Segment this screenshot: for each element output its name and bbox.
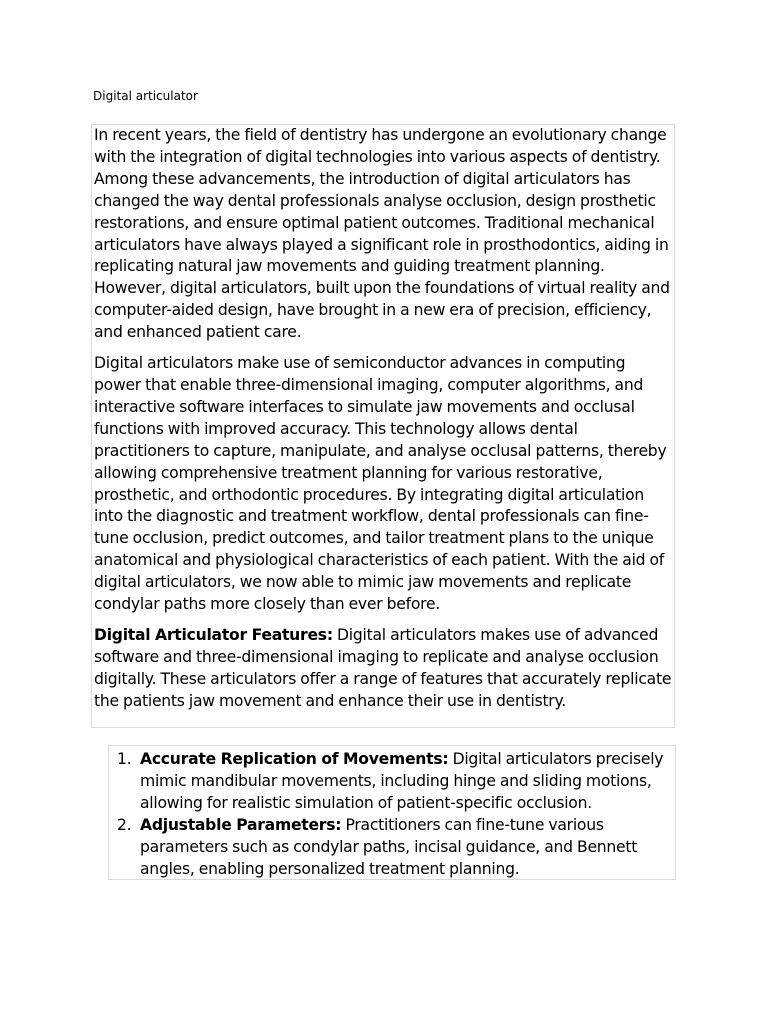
features-list [109, 746, 675, 880]
intro-paragraph: Digital articulators make use of semiconductor advances in computing power that enable three-dimensional imaging, computer algorithms, and interactive software interfaces to simulate jaw movements and occlusal functions with improved accuracy. This technology allows dental practitioners to capture, manipulate, and analyse occlusal patterns, thereby allowing comprehensive treatment planning for various restorative, prosthetic, and orthodontic procedures. By integrating digital articulation into the diagnostic and treatment workflow, dental professionals can fine-tune occlusion, predict outcomes, and tailor treatment plans to the unique anatomical and physiological characteristics of each patient. With the aid of digital articulators, we now able to mimic jaw movements and replicate condylar paths more closely than ever before. [94, 354, 667, 614]
intro-text-box [91, 124, 675, 728]
list-item [109, 746, 675, 815]
list-item-text: Practitioners can fine-tune various parameters such as condylar paths, incisal guidance, and Bennett angles, enabling personalized treatment planning. [140, 815, 638, 878]
features-list-box [108, 745, 676, 880]
list-item [109, 815, 675, 881]
list-item-heading: Accurate Replication of Movements: [140, 750, 449, 768]
list-item-number: 2. [117, 815, 132, 834]
list-item-number: 1. [117, 750, 132, 768]
document-title: Digital articulator [93, 89, 198, 103]
features-intro-paragraph [94, 625, 674, 713]
intro-paragraph: In recent years, the field of dentistry has undergone an evolutionary change with the integration of digital technologies into various aspects of dentistry. Among these advancements, the introduction of digital articulators has changed the way dental professionals analyse occlusion, design prosthetic restorations, and ensure optimal patient outcomes. Traditional mechanical articulators have always played a significant role in prosthodontics, aiding in replicating natural jaw movements and guiding treatment planning. However, digital articulators, built upon the foundations of virtual reality and computer-aided design, have brought in a new era of precision, efficiency, and enhanced patient care. [94, 126, 670, 342]
list-item-heading: Adjustable Parameters: [140, 815, 342, 834]
features-heading: Digital Articulator Features: [94, 625, 333, 644]
list-item-text: Digital articulators precisely mimic mandibular movements, including hinge and sliding motions, allowing for realistic simulation of patient-specific occlusion. [140, 750, 664, 812]
features-intro-text: Digital articulators makes use of advanced software and three-dimensional imaging to replicate and analyse occlusion digitally. These articulators offer a range of features that accurately replicate the patients jaw movement and enhance their use in dentistry. [94, 625, 672, 710]
